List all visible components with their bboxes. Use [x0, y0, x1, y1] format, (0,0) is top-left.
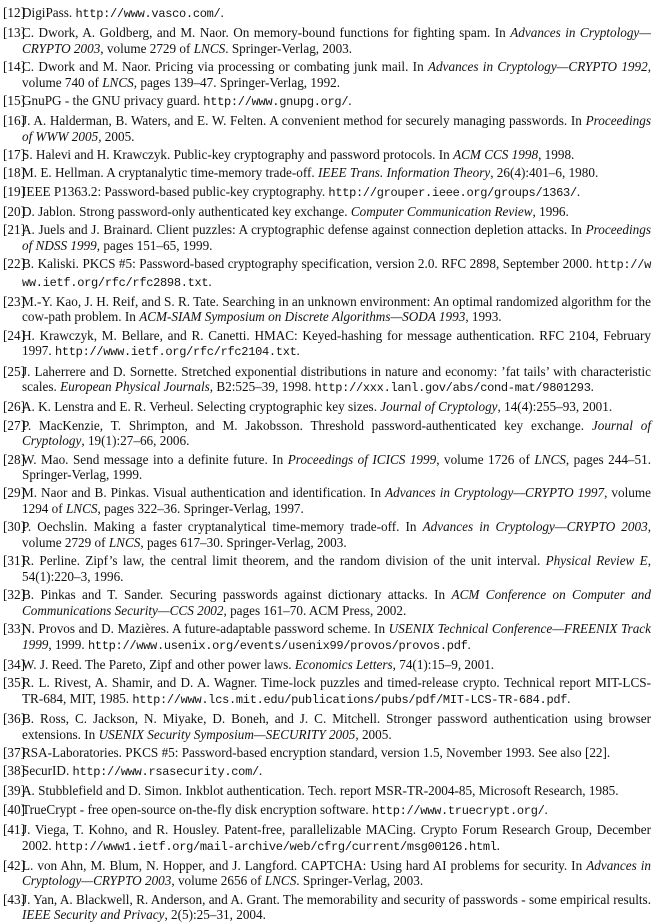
- reference-text-segment: , pages 322–36. Springer-Verlag, 1997.: [97, 501, 304, 517]
- reference-text: [22, 783, 619, 798]
- reference-venue: Advances in Cryptology—CRYPTO 2003: [22, 857, 651, 889]
- reference-text-segment: , pages 139–47. Springer-Verlag, 1992.: [133, 74, 341, 90]
- reference-text: [22, 858, 651, 889]
- reference-url: http://www.ietf.org/rfc/rfc2898.txt: [22, 257, 651, 290]
- reference-label: [18]: [3, 165, 25, 181]
- reference-text-segment: P. Oechslin. Making a faster cryptanalytical time-memory trade-off. In: [22, 519, 423, 535]
- reference-text-segment: J. Laherrere and D. Sornette. Stretched exponential distributions in nature and economy: ’fat tails’ with characteristic scales.: [22, 363, 651, 395]
- reference-item: [3, 553, 651, 584]
- reference-venue: ACM Conference on Computer and Communications Security—CCS 2002: [22, 587, 651, 618]
- reference-text: [22, 892, 651, 923]
- reference-label: [35]: [3, 675, 25, 691]
- reference-item: [3, 222, 651, 253]
- reference-item: [3, 587, 651, 618]
- reference-text: [22, 294, 651, 325]
- reference-label: [15]: [3, 93, 25, 109]
- reference-text: [22, 822, 651, 853]
- reference-item: [3, 113, 651, 144]
- reference-venue: Advances in Cryptology—CRYPTO 1997: [385, 485, 605, 501]
- reference-venue: Proceedings of ICICS 1999: [287, 451, 437, 467]
- reference-url: http://www1.ietf.org/mail-archive/web/cfrg/current/msg00126.html: [54, 839, 497, 854]
- reference-text-segment: C. Dwork, A. Goldberg, and M. Naor. On memory-bound functions for fighting spam. In: [22, 25, 511, 41]
- reference-venue: LNCS: [264, 873, 297, 889]
- reference-venue: ACM-SIAM Symposium on Discrete Algorithms—SODA 1993: [139, 309, 466, 325]
- reference-text: [22, 711, 651, 742]
- reference-item: [3, 657, 651, 673]
- reference-label: [37]: [3, 745, 25, 761]
- reference-label: [43]: [3, 891, 25, 907]
- reference-url: http://www.usenix.org/events/usenix99/provos/provos.pdf: [87, 638, 468, 653]
- reference-item: [3, 745, 651, 761]
- reference-item: [3, 675, 651, 708]
- reference-item: [3, 452, 651, 483]
- reference-text-segment: , 1993.: [465, 309, 502, 325]
- reference-venue: IEEE Trans. Information Theory: [318, 165, 491, 181]
- reference-venue: USENIX Technical Conference—FREENIX Track 1999: [22, 621, 651, 652]
- reference-item: [3, 763, 651, 781]
- references-list: [3, 5, 651, 923]
- reference-venue: USENIX Security Symposium—SECURITY 2005: [98, 726, 356, 742]
- reference-venue: Journal of Cryptology: [380, 399, 498, 415]
- reference-text-segment: GnuPG - the GNU privacy guard.: [22, 93, 204, 109]
- reference-text: [22, 763, 262, 778]
- reference-text-segment: .: [544, 801, 548, 817]
- reference-item: [3, 93, 651, 111]
- reference-text-segment: B. Kaliski. PKCS #5: Password-based cryptography specification, version 2.0. RFC 2898, September 2000.: [22, 255, 596, 271]
- reference-venue: Economics Letters: [294, 657, 393, 673]
- reference-label: [40]: [3, 801, 25, 817]
- reference-text-segment: . Springer-Verlag, 2003.: [225, 40, 353, 56]
- reference-text-segment: , pages 617–30. Springer-Verlag, 2003.: [140, 535, 347, 551]
- reference-item: [3, 519, 651, 550]
- reference-text-segment: .: [567, 690, 571, 706]
- reference-text-segment: J. A. Halderman, B. Waters, and E. W. Felten. A convenient method for securely managing passwords. In: [22, 113, 586, 129]
- reference-text: [22, 553, 651, 584]
- reference-item: [3, 399, 651, 415]
- reference-text-segment: .: [258, 763, 263, 779]
- reference-label: [25]: [3, 363, 25, 379]
- reference-label: [32]: [3, 587, 25, 603]
- reference-text-segment: , B2:525–39, 1998.: [209, 379, 315, 395]
- reference-venue: LNCS: [108, 535, 141, 551]
- reference-url: http://www.lcs.mit.edu/publications/pubs/pdf/MIT-LCS-TR-684.pdf: [132, 692, 568, 707]
- reference-item: [3, 783, 651, 799]
- reference-text-segment: , volume 740 of: [22, 59, 651, 90]
- reference-label: [24]: [3, 327, 25, 343]
- reference-item: [3, 328, 651, 361]
- reference-item: [3, 256, 651, 291]
- reference-url: http://www.gnupg.org/: [203, 95, 349, 110]
- reference-venue: LNCS: [65, 501, 98, 517]
- reference-item: [3, 5, 651, 23]
- reference-item: [3, 892, 651, 923]
- reference-text-segment: , 2(5):25–31, 2004.: [164, 907, 266, 923]
- reference-label: [20]: [3, 203, 25, 219]
- reference-text-segment: H. Krawczyk, M. Bellare, and R. Canetti. HMAC: Keyed-hashing for message authentication. RFC 2104, February 1997.: [22, 327, 651, 359]
- reference-item: [3, 294, 651, 325]
- reference-url: http://www.vasco.com/: [75, 7, 221, 21]
- reference-text-segment: TrueCrypt - free open-source on-the-fly disk encryption software.: [22, 801, 372, 817]
- reference-text: [22, 485, 651, 516]
- reference-venue: Proceedings of NDSS 1999: [22, 221, 651, 253]
- reference-label: [29]: [3, 485, 25, 501]
- reference-label: [17]: [3, 147, 25, 163]
- reference-url: http://www.truecrypt.org/: [371, 803, 545, 818]
- reference-venue: Journal of Cryptology: [22, 417, 651, 449]
- reference-text-segment: .: [590, 379, 594, 395]
- reference-label: [31]: [3, 553, 25, 569]
- reference-text: [22, 165, 598, 180]
- reference-text-segment: .: [348, 93, 352, 109]
- reference-text: [22, 802, 548, 817]
- reference-item: [3, 858, 651, 889]
- reference-text-segment: B. Pinkas and T. Sander. Securing passwords against dictionary attacks. In: [22, 587, 452, 603]
- reference-text-segment: , 1996.: [532, 203, 569, 219]
- reference-text: [22, 364, 651, 395]
- reference-item: [3, 802, 651, 820]
- reference-text: [22, 113, 651, 144]
- reference-text: [22, 452, 651, 483]
- reference-venue: IEEE Security and Privacy: [22, 907, 165, 923]
- reference-venue: Physical Review E: [545, 553, 648, 569]
- reference-venue: Computer Communication Review: [350, 203, 533, 219]
- reference-item: [3, 59, 651, 90]
- reference-url: http://www.rsasecurity.com/: [72, 765, 259, 780]
- reference-text-segment: , pages 161–70. ACM Press, 2002.: [223, 602, 407, 618]
- reference-venue: Advances in Cryptology—CRYPTO 2003: [422, 519, 648, 535]
- reference-text-segment: , 2005.: [355, 726, 392, 742]
- reference-label: [30]: [3, 519, 25, 535]
- reference-venue: Advances in Cryptology—CRYPTO 1992: [427, 59, 648, 75]
- reference-text-segment: , 2005.: [98, 128, 135, 144]
- reference-text: [22, 519, 651, 550]
- reference-text-segment: , pages 244–51. Springer-Verlag, 1999.: [22, 451, 652, 483]
- reference-text-segment: .: [576, 183, 581, 199]
- reference-venue: LNCS: [193, 40, 226, 56]
- reference-item: [3, 621, 651, 654]
- reference-text-segment: , volume 2729 of: [100, 40, 194, 56]
- reference-label: [23]: [3, 293, 25, 309]
- reference-text-segment: .: [467, 636, 471, 652]
- reference-text-segment: M. Naor and B. Pinkas. Visual authentication and identification. In: [22, 485, 386, 501]
- reference-text: [22, 184, 580, 199]
- reference-item: [3, 184, 651, 202]
- reference-text-segment: .: [296, 343, 300, 359]
- reference-text-segment: D. Jablon. Strong password-only authenticated key exchange.: [22, 203, 351, 219]
- reference-text: [22, 204, 569, 219]
- reference-label: [26]: [3, 399, 25, 415]
- reference-item: [3, 25, 651, 56]
- reference-text-segment: RSA-Laboratories. PKCS #5: Password-based encryption standard, version 1.5, November 1993. See also [22].: [22, 745, 611, 761]
- reference-item: [3, 711, 651, 742]
- reference-text-segment: W. Mao. Send message into a definite future. In: [22, 451, 288, 467]
- reference-url: http://xxx.lanl.gov/abs/cond-mat/9801293: [314, 381, 591, 396]
- reference-text-segment: A. Stubblefield and D. Simon. Inkblot authentication. Tech. report MSR-TR-2004-85, Microsoft Research, 1985.: [22, 783, 619, 799]
- reference-venue: Advances in Cryptology—CRYPTO 2003: [22, 25, 651, 56]
- reference-text-segment: .: [208, 273, 212, 289]
- reference-label: [33]: [3, 621, 25, 637]
- reference-label: [21]: [3, 221, 25, 237]
- reference-text-segment: .: [220, 5, 224, 20]
- reference-item: [3, 418, 651, 449]
- reference-venue: Proceedings of WWW 2005: [22, 113, 651, 144]
- reference-label: [36]: [3, 711, 25, 727]
- reference-text: [22, 222, 651, 253]
- reference-venue: ACM CCS 1998: [453, 147, 539, 163]
- reference-text-segment: , 74(1):15–9, 2001.: [392, 657, 495, 673]
- reference-text: [22, 5, 224, 20]
- reference-item: [3, 165, 651, 181]
- reference-venue: LNCS: [534, 451, 566, 467]
- reference-item: [3, 485, 651, 516]
- reference-label: [27]: [3, 417, 25, 433]
- reference-text: [22, 587, 651, 618]
- reference-label: [42]: [3, 857, 25, 873]
- reference-item: [3, 364, 651, 397]
- reference-venue: European Physical Journals: [60, 379, 210, 395]
- reference-text-segment: S. Halevi and H. Krawczyk. Public-key cryptography and password protocols. In: [22, 147, 454, 163]
- reference-text-segment: , volume 1726 of: [436, 451, 535, 467]
- reference-text-segment: A. Juels and J. Brainard. Client puzzles: A cryptographic defense against connection depletion attacks. In: [22, 221, 586, 237]
- reference-item: [3, 147, 651, 163]
- reference-text: [22, 418, 651, 449]
- reference-text: [22, 621, 651, 652]
- reference-text-segment: , 1999.: [48, 636, 88, 652]
- reference-url: http://www.ietf.org/rfc/rfc2104.txt: [54, 345, 297, 360]
- reference-text-segment: .: [496, 837, 500, 853]
- reference-text-segment: , 26(4):401–6, 1980.: [490, 165, 599, 181]
- reference-text-segment: L. von Ahn, M. Blum, N. Hopper, and J. Langford. CAPTCHA: Using hard AI problems for security. In: [22, 857, 587, 873]
- reference-text-segment: IEEE P1363.2: Password-based public-key cryptography.: [22, 183, 329, 199]
- reference-item: [3, 822, 651, 855]
- reference-text-segment: P. MacKenzie, T. Shrimpton, and M. Jakobsson. Threshold password-authenticated key exchange.: [22, 417, 592, 433]
- reference-text-segment: . Springer-Verlag, 2003.: [296, 873, 424, 889]
- reference-text: [22, 745, 610, 760]
- reference-text: [22, 657, 494, 672]
- reference-text-segment: , volume 2656 of: [171, 873, 265, 889]
- reference-text-segment: C. Dwork and M. Naor. Pricing via processing or combating junk mail. In: [22, 59, 428, 75]
- reference-text-segment: N. Provos and D. Mazières. A future-adaptable password scheme. In: [22, 621, 389, 637]
- reference-label: [28]: [3, 451, 25, 467]
- reference-text-segment: A. K. Lenstra and E. R. Verheul. Selecting cryptographic key sizes.: [22, 399, 381, 415]
- reference-text-segment: R. L. Rivest, A. Shamir, and D. A. Wagner. Time-lock puzzles and timed-release crypto. Technical report MIT-LCS-TR-684, MIT, 1985.: [22, 675, 651, 706]
- reference-label: [13]: [3, 25, 25, 41]
- reference-text-segment: B. Ross, C. Jackson, N. Miyake, D. Boneh, and J. C. Mitchell. Stronger password authentication using browser extensions. In: [22, 711, 651, 742]
- reference-item: [3, 204, 651, 220]
- reference-text-segment: M.-Y. Kao, J. H. Reif, and S. R. Tate. Searching in an unknown environment: An optimal randomized algorithm for the cow-path problem. In: [22, 293, 651, 325]
- reference-text-segment: J. Yan, A. Blackwell, R. Anderson, and A. Grant. The memorability and security of passwords - some empirical results.: [22, 891, 651, 907]
- reference-text: [22, 399, 612, 414]
- reference-venue: LNCS: [102, 74, 134, 90]
- reference-text-segment: DigiPass.: [22, 5, 76, 20]
- reference-text-segment: , 54(1):220–3, 1996.: [22, 553, 651, 584]
- reference-text: [22, 147, 574, 162]
- reference-label: [39]: [3, 783, 25, 799]
- reference-label: [38]: [3, 763, 25, 779]
- reference-text-segment: , 14(4):255–93, 2001.: [497, 399, 613, 415]
- reference-label: [14]: [3, 59, 25, 75]
- reference-text-segment: R. Perline. Zipf’s law, the central limit theorem, and the random division of the unit interval.: [22, 553, 546, 569]
- reference-text: [22, 675, 651, 706]
- reference-text: [22, 256, 651, 289]
- reference-label: [19]: [3, 183, 25, 199]
- reference-text-segment: W. J. Reed. The Pareto, Zipf and other power laws.: [22, 657, 295, 673]
- reference-text: [22, 93, 352, 108]
- reference-text-segment: , pages 151–65, 1999.: [96, 237, 213, 253]
- reference-label: [16]: [3, 113, 25, 129]
- reference-text-segment: , volume 1294 of: [22, 485, 651, 517]
- reference-label: [34]: [3, 657, 25, 673]
- reference-url: http://grouper.ieee.org/groups/1363/: [328, 185, 577, 200]
- reference-text-segment: SecurID.: [22, 763, 73, 779]
- reference-text-segment: , volume 2729 of: [22, 519, 651, 551]
- reference-text: [22, 59, 651, 90]
- reference-text-segment: J. Viega, T. Kohno, and R. Housley. Patent-free, parallelizable MACing. Crypto Forum Research Group, December 2002.: [22, 821, 651, 853]
- reference-label: [12]: [3, 5, 25, 20]
- reference-text: [22, 328, 651, 359]
- reference-text: [22, 25, 651, 56]
- reference-text-segment: M. E. Hellman. A cryptanalytic time-memory trade-off.: [22, 165, 319, 181]
- reference-label: [41]: [3, 821, 25, 837]
- reference-label: [22]: [3, 255, 25, 271]
- reference-text-segment: , 19(1):27–66, 2006.: [81, 433, 190, 449]
- reference-text-segment: , 1998.: [538, 147, 575, 163]
